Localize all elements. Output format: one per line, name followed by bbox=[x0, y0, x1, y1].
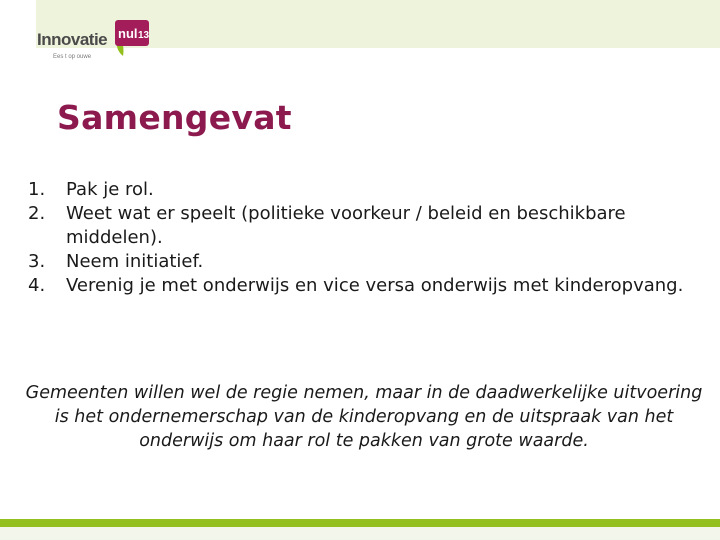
list-item-number: 2. bbox=[28, 203, 46, 224]
logo-tagline: Ees t op ouwe bbox=[53, 54, 92, 60]
list-item bbox=[28, 250, 698, 274]
list-item-text: Pak je rol. bbox=[66, 179, 154, 200]
list-item-text: Verenig je met onderwijs en vice versa onderwijs met kinderopvang. bbox=[66, 275, 684, 296]
logo-badge-text: nul bbox=[118, 26, 138, 41]
list-item bbox=[28, 202, 698, 250]
header-band-gap bbox=[0, 0, 36, 48]
list-item-text: Weet wat er speelt (politieke voorkeur / beleid en beschikbare middelen). bbox=[66, 203, 626, 248]
list-item-text: Neem initiatief. bbox=[66, 251, 204, 272]
logo-badge-number: 13 bbox=[138, 30, 150, 41]
innovatie-nul13-logo bbox=[37, 18, 167, 64]
list-item bbox=[28, 274, 698, 298]
list-item-number: 3. bbox=[28, 251, 46, 272]
logo-word: Innovatie bbox=[37, 30, 108, 49]
list-item-number: 4. bbox=[28, 275, 46, 296]
list-item-number: 1. bbox=[28, 179, 46, 200]
list-item bbox=[28, 178, 698, 202]
summary-paragraph: Gemeenten willen wel de regie nemen, maar in de daadwerkelijke uitvoering is het ondernemerschap van de kinderopvang en de uitspraak van het onderwijs om haar rol te pakken van grote waarde. bbox=[25, 383, 703, 451]
logo-badge-icon bbox=[111, 18, 151, 58]
summary-list bbox=[28, 178, 698, 298]
footer-strip bbox=[0, 527, 720, 540]
footer-accent-bar bbox=[0, 519, 720, 527]
slide-title: Samengevat bbox=[57, 98, 292, 137]
